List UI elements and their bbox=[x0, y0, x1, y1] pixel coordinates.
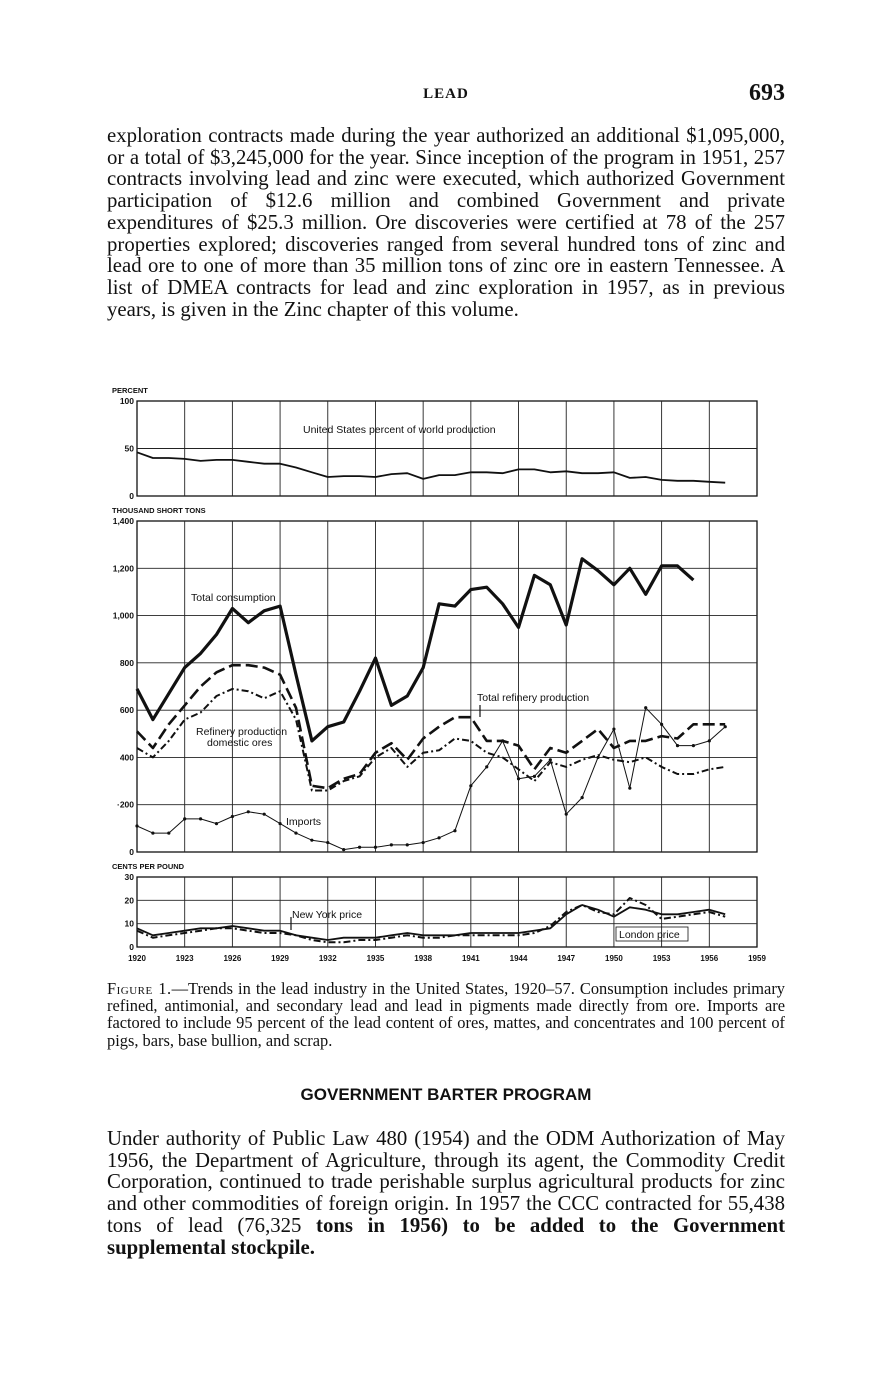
data-point bbox=[644, 706, 647, 709]
data-point bbox=[215, 822, 218, 825]
y-tick-label: 1,400 bbox=[112, 516, 134, 526]
data-point bbox=[231, 815, 234, 818]
y-tick-label: 20 bbox=[124, 895, 134, 906]
y-axis-title: THOUSAND SHORT TONS bbox=[112, 506, 206, 515]
y-axis-title: CENTS PER POUND bbox=[112, 862, 185, 871]
data-point bbox=[708, 739, 711, 742]
data-point bbox=[342, 848, 345, 851]
x-tick-label: 1944 bbox=[509, 954, 528, 963]
series-label-ny-price: New York price bbox=[292, 909, 363, 921]
y-tick-label: 400 bbox=[119, 752, 134, 763]
series-label-domestic: domestic ores bbox=[207, 737, 273, 749]
paragraph-2-bold: tons in 1956) to be added to the Government supplemental stockpile. bbox=[107, 1213, 785, 1259]
x-tick-label: 1938 bbox=[414, 954, 433, 963]
paragraph-2-text: Under authority of Public Law 480 (1954) and the ODM Authorization of May 1956, the Department of Agriculture, through its agent, the Commodity Credit Corporation, continued to trade perishable surplus agricultural products for zinc and other commodities of foreign origin. In 1957 the CCC contracted for 55,438 tons of lead (76,325 bbox=[107, 1127, 785, 1237]
y-tick-label: 800 bbox=[119, 657, 134, 668]
data-point bbox=[374, 846, 377, 849]
data-point bbox=[422, 841, 425, 844]
chart-panel-2 bbox=[112, 506, 757, 857]
data-point bbox=[183, 817, 186, 820]
y-tick-label: 0 bbox=[129, 491, 134, 501]
y-tick-label: 100 bbox=[119, 396, 134, 406]
paragraph-1: exploration contracts made during the year authorized an additional $1,095,000, or a total of $3,245,000 for the year. Since inception of the program in 1951, 257 contracts involving lead and zinc were executed, which authorized Government participation of $12.6 million and combined Government and private expenditures of $25.3 million. Ore discoveries were certified at 78 of the 257 properties explored; discoveries ranged from several hundred tons of zinc and lead ore to one of more than 35 million tons of zinc ore in eastern Tennessee. A list of DMEA contracts for lead and zinc exploration in 1957, as in previous years, is given in the Zinc chapter of this volume. bbox=[107, 124, 785, 321]
data-point bbox=[199, 817, 202, 820]
data-point bbox=[549, 758, 552, 761]
x-tick-label: 1941 bbox=[461, 954, 480, 963]
chart-panel-1 bbox=[112, 386, 757, 501]
data-point bbox=[310, 839, 313, 842]
y-tick-label: 50 bbox=[124, 443, 134, 454]
data-point bbox=[263, 813, 266, 816]
chart-panel-3 bbox=[112, 862, 766, 963]
data-point bbox=[390, 843, 393, 846]
data-point bbox=[135, 824, 138, 827]
data-point bbox=[692, 744, 695, 747]
data-point bbox=[294, 831, 297, 834]
x-tick-label: 1947 bbox=[557, 954, 576, 963]
x-tick-label: 1929 bbox=[271, 954, 289, 963]
data-point bbox=[660, 723, 663, 726]
y-tick-label: 1,000 bbox=[112, 610, 134, 621]
series-label-imports: Imports bbox=[286, 816, 322, 828]
data-point bbox=[596, 756, 599, 759]
y-tick-label: 10 bbox=[124, 918, 134, 929]
x-tick-label: 1956 bbox=[700, 954, 719, 963]
y-tick-label: 0 bbox=[129, 847, 134, 857]
data-point bbox=[565, 813, 568, 816]
y-axis-title: PERCENT bbox=[112, 386, 148, 395]
data-point bbox=[612, 727, 615, 730]
y-tick-label: 30 bbox=[124, 872, 134, 882]
data-point bbox=[278, 822, 281, 825]
panel-frame bbox=[137, 521, 757, 852]
x-tick-label: 1953 bbox=[652, 954, 671, 963]
data-point bbox=[247, 810, 250, 813]
data-point bbox=[533, 775, 536, 778]
x-tick-label: 1935 bbox=[366, 954, 385, 963]
x-tick-label: 1932 bbox=[318, 954, 337, 963]
figure-label: Figure 1. bbox=[107, 979, 172, 998]
x-tick-label: 1959 bbox=[748, 954, 766, 963]
data-point bbox=[167, 831, 170, 834]
data-point bbox=[676, 744, 679, 747]
paragraph-2 bbox=[107, 1128, 785, 1258]
data-point bbox=[406, 843, 409, 846]
data-point bbox=[326, 841, 329, 844]
series-label-london-price: London price bbox=[619, 929, 680, 941]
y-tick-label: 0 bbox=[129, 942, 134, 952]
data-point bbox=[437, 836, 440, 839]
figure-caption-text: —Trends in the lead industry in the United States, 1920–57. Consumption includes primary refined, antimonial, and secondary lead and lead in pigments made directly from ore. Imports are factored to include 95 percent of the lead content of ores, mattes, and concentrates and 100 percent of pigs, bars, base bullion, and scrap. bbox=[107, 979, 785, 1050]
x-tick-label: 1920 bbox=[128, 954, 146, 963]
data-point bbox=[151, 831, 154, 834]
data-point bbox=[724, 725, 727, 728]
x-tick-label: 1923 bbox=[175, 954, 194, 963]
y-tick-label: 1,200 bbox=[112, 563, 134, 574]
data-point bbox=[517, 777, 520, 780]
series-label-refinery: Total refinery production bbox=[477, 692, 590, 704]
y-tick-label: 600 bbox=[119, 705, 134, 716]
data-point bbox=[358, 846, 361, 849]
data-point bbox=[581, 796, 584, 799]
series-label-consumption: Total consumption bbox=[191, 592, 276, 604]
data-point bbox=[628, 787, 631, 790]
x-tick-label: 1950 bbox=[605, 954, 623, 963]
series-line bbox=[137, 452, 725, 482]
section-heading: GOVERNMENT BARTER PROGRAM bbox=[300, 1085, 592, 1104]
data-point bbox=[501, 739, 504, 742]
page-number: 693 bbox=[749, 80, 785, 106]
series-label-domestic: Refinery production bbox=[196, 726, 288, 738]
data-point bbox=[485, 765, 488, 768]
series-line bbox=[137, 559, 693, 741]
figure-caption bbox=[107, 980, 785, 1049]
x-tick-label: 1926 bbox=[223, 954, 242, 963]
data-point bbox=[469, 784, 472, 787]
y-tick-label: ·200 bbox=[116, 799, 134, 810]
data-point bbox=[453, 829, 456, 832]
series-label-world-share: United States percent of world production bbox=[303, 424, 496, 436]
running-head: LEAD bbox=[423, 86, 469, 102]
